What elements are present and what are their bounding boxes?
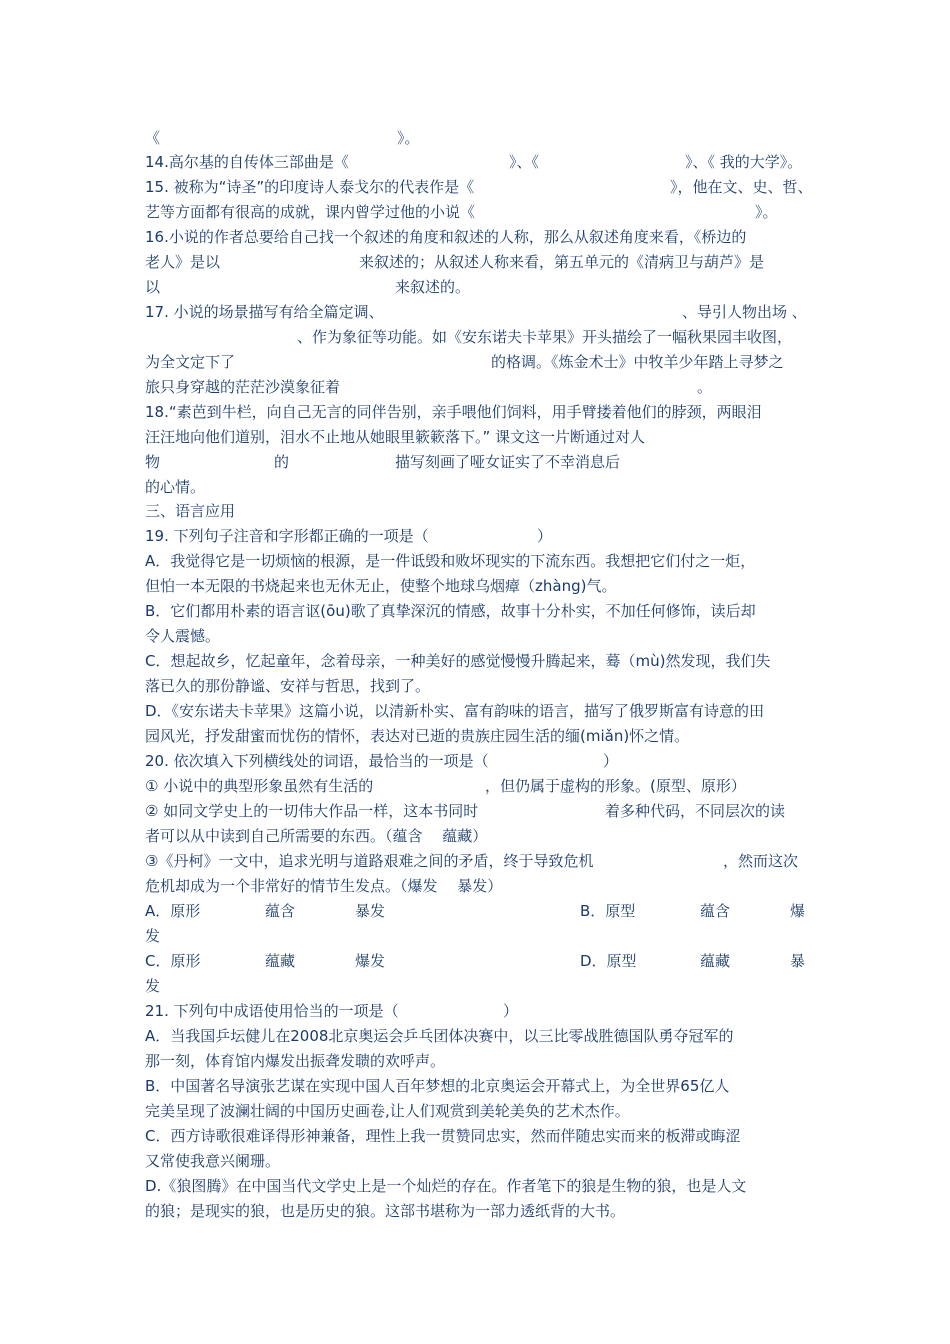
text-segment: ） [603, 752, 619, 770]
text-segment: A．我觉得它是一切烦恼的根源，是一件诋毁和败坏现实的下流东西。我想把它们付之一炬， [145, 552, 756, 570]
text-segment: 旅只身穿越的茫茫沙漠象征着 [145, 378, 341, 396]
text-segment: 21. 下列句中成语使用恰当的一项是（ [145, 1002, 399, 1020]
text-segment: 完美呈现了波澜壮阔的中国历史画卷,让人们观赏到美轮美奂的艺术杰作。 [145, 1102, 630, 1120]
text-segment: 蕴含 [265, 902, 296, 920]
text-segment: 落已久的那份静谧、安祥与哲思，找到了。 [145, 677, 431, 695]
text-segment: 16.小说的作者总要给自己找一个叙述的角度和叙述的人称，那么从叙述角度来看，《桥边的 [145, 228, 747, 246]
text-segment: 20. 依次填入下列横线处的词语，最恰当的一项是（ [145, 752, 489, 770]
text-segment: 暴发 [355, 902, 386, 920]
text-segment: 》。 [397, 129, 420, 147]
text-segment: ） [503, 1002, 519, 1020]
text-segment: D．原型 [580, 952, 637, 970]
text-segment: B．原型 [580, 902, 636, 920]
text-segment: 危机却成为一个非常好的情节生发点。（爆发 暴发） [145, 877, 503, 895]
text-segment: 的狼；是现实的狼，也是历史的狼。这部书堪称为一部力透纸背的大书。 [145, 1202, 626, 1220]
text-segment: 爆发 [355, 952, 386, 970]
text-segment: 三、语言应用 [145, 502, 236, 520]
text-segment: 汪汪地向他们道别，泪水不止地从她眼里簌簌落下。” 课文这一片断通过对人 [145, 428, 646, 446]
text-segment: D.《狼图腾》在中国当代文学史上是一个灿烂的存在。作者笔下的狼是生物的狼，也是人文 [145, 1177, 747, 1195]
text-segment: 》、《 [509, 153, 540, 171]
text-segment: ② 如同文学史上的一切伟大作品一样，这本书同时 [145, 802, 479, 820]
text-segment: 暴 [790, 952, 806, 970]
text-segment: 来叙述的。 [395, 278, 471, 296]
text-segment: ③《丹柯》一文中，追求光明与道路艰难之间的矛盾，终于导致危机 [145, 852, 594, 870]
text-segment: A．当我国乒坛健儿在2008北京奥运会乒乓团体决赛中，以三比零战胜德国队勇夺冠军的 [145, 1027, 734, 1045]
text-segment: 令人震憾。 [145, 627, 221, 645]
text-segment: 蕴藏 [265, 952, 296, 970]
text-segment: 以 [145, 278, 161, 296]
text-segment: D．《安东诺夫卡苹果》这篇小说，以清新朴实、富有韵味的语言，描写了俄罗斯富有诗意的田 [145, 702, 765, 720]
text-segment: 艺等方面都有很高的成就，课内曾学过他的小说《 [145, 203, 476, 221]
text-segment: ① 小说中的典型形象虽然有生活的 [145, 777, 374, 795]
text-segment: 的格调。《炼金术士》中牧羊少年踏上寻梦之 [491, 353, 784, 371]
text-segment: ） [537, 527, 553, 545]
text-segment: 描写刻画了哑女证实了不幸消息后 [395, 453, 621, 471]
text-segment: 、作为象征等功能。如《安东诺夫卡苹果》开头描绘了一幅秋果园丰收图， [297, 328, 793, 346]
text-segment: C．想起故乡，忆起童年，念着母亲，一种美好的感觉慢慢升腾起来，蓦（mù)然发现，我们失 [145, 652, 771, 670]
text-segment: 14.高尔基的自传体三部曲是《 [145, 153, 349, 171]
text-segment: ，但仍属于虚构的形象。(原型、原形） [485, 777, 746, 795]
text-segment: 《 [145, 129, 161, 147]
text-segment: 18.“素芭到牛栏，向自己无言的同伴告别，亲手喂他们饲料，用手臂搂着他们的脖颈，两眼泪 [145, 403, 762, 421]
text-segment: 发 [145, 927, 161, 945]
text-segment: 老人》是以 [145, 253, 221, 271]
text-segment: 、导引人物出场 、 [682, 303, 807, 321]
text-segment: 又常使我意兴阑珊。 [145, 1152, 281, 1170]
text-segment: C．西方诗歌很难译得形神兼备，理性上我一贯赞同忠实，然而伴随忠实而来的板滞或晦涩 [145, 1127, 741, 1145]
text-segment: 》，他在文、史、哲、 [670, 178, 813, 196]
text-segment: 但怕一本无限的书烧起来也无休无止，使整个地球乌烟瘴（zhàng)气。 [145, 577, 617, 595]
text-segment: B．它们都用朴素的语言讴(ōu)歌了真挚深沉的情感，故事十分朴实，不加任何修饰，读后却 [145, 602, 756, 620]
text-segment: 》、《 我的大学》。 [685, 153, 803, 171]
text-segment: B．中国著名导演张艺谋在实现中国人百年梦想的北京奥运会开幕式上，为全世界65亿人 [145, 1077, 730, 1095]
text-segment: 》。 [755, 203, 778, 221]
text-segment: 15. 被称为“诗圣”的印度诗人泰戈尔的代表作是《 [145, 178, 475, 196]
text-segment: 蕴藏 [700, 952, 731, 970]
text-segment: 19. 下列句子注音和字形都正确的一项是（ [145, 527, 429, 545]
text-segment: 17. 小说的场景描写有给全篇定调、 [145, 303, 384, 321]
text-segment: 为全文定下了 [145, 353, 236, 371]
text-segment: 的 [274, 453, 290, 471]
text-segment: 的心情。 [145, 478, 206, 496]
text-segment: 物 [145, 453, 161, 471]
text-segment: 。 [697, 378, 713, 396]
text-segment: 着多种代码，不同层次的读 [605, 802, 786, 820]
text-segment: ，然而这次 [723, 852, 799, 870]
text-segment: 爆 [790, 902, 806, 920]
text-segment: 那一刻，体育馆内爆发出振聋发聩的欢呼声。 [145, 1052, 446, 1070]
text-segment: 者可以从中读到自己所需要的东西。（蕴含 蕴藏） [145, 827, 488, 845]
text-segment: 园风光，抒发甜蜜而忧伤的情怀，表达对已逝的贵族庄园生活的缅(miǎn)怀之情。 [145, 727, 690, 745]
text-segment: C．原形 [145, 952, 201, 970]
text-segment: 发 [145, 977, 161, 995]
text-segment: 来叙述的；从叙述人称来看，第五单元的《清病卫与葫芦》是 [359, 253, 765, 271]
text-segment: 蕴含 [700, 902, 731, 920]
text-segment: A．原形 [145, 902, 201, 920]
